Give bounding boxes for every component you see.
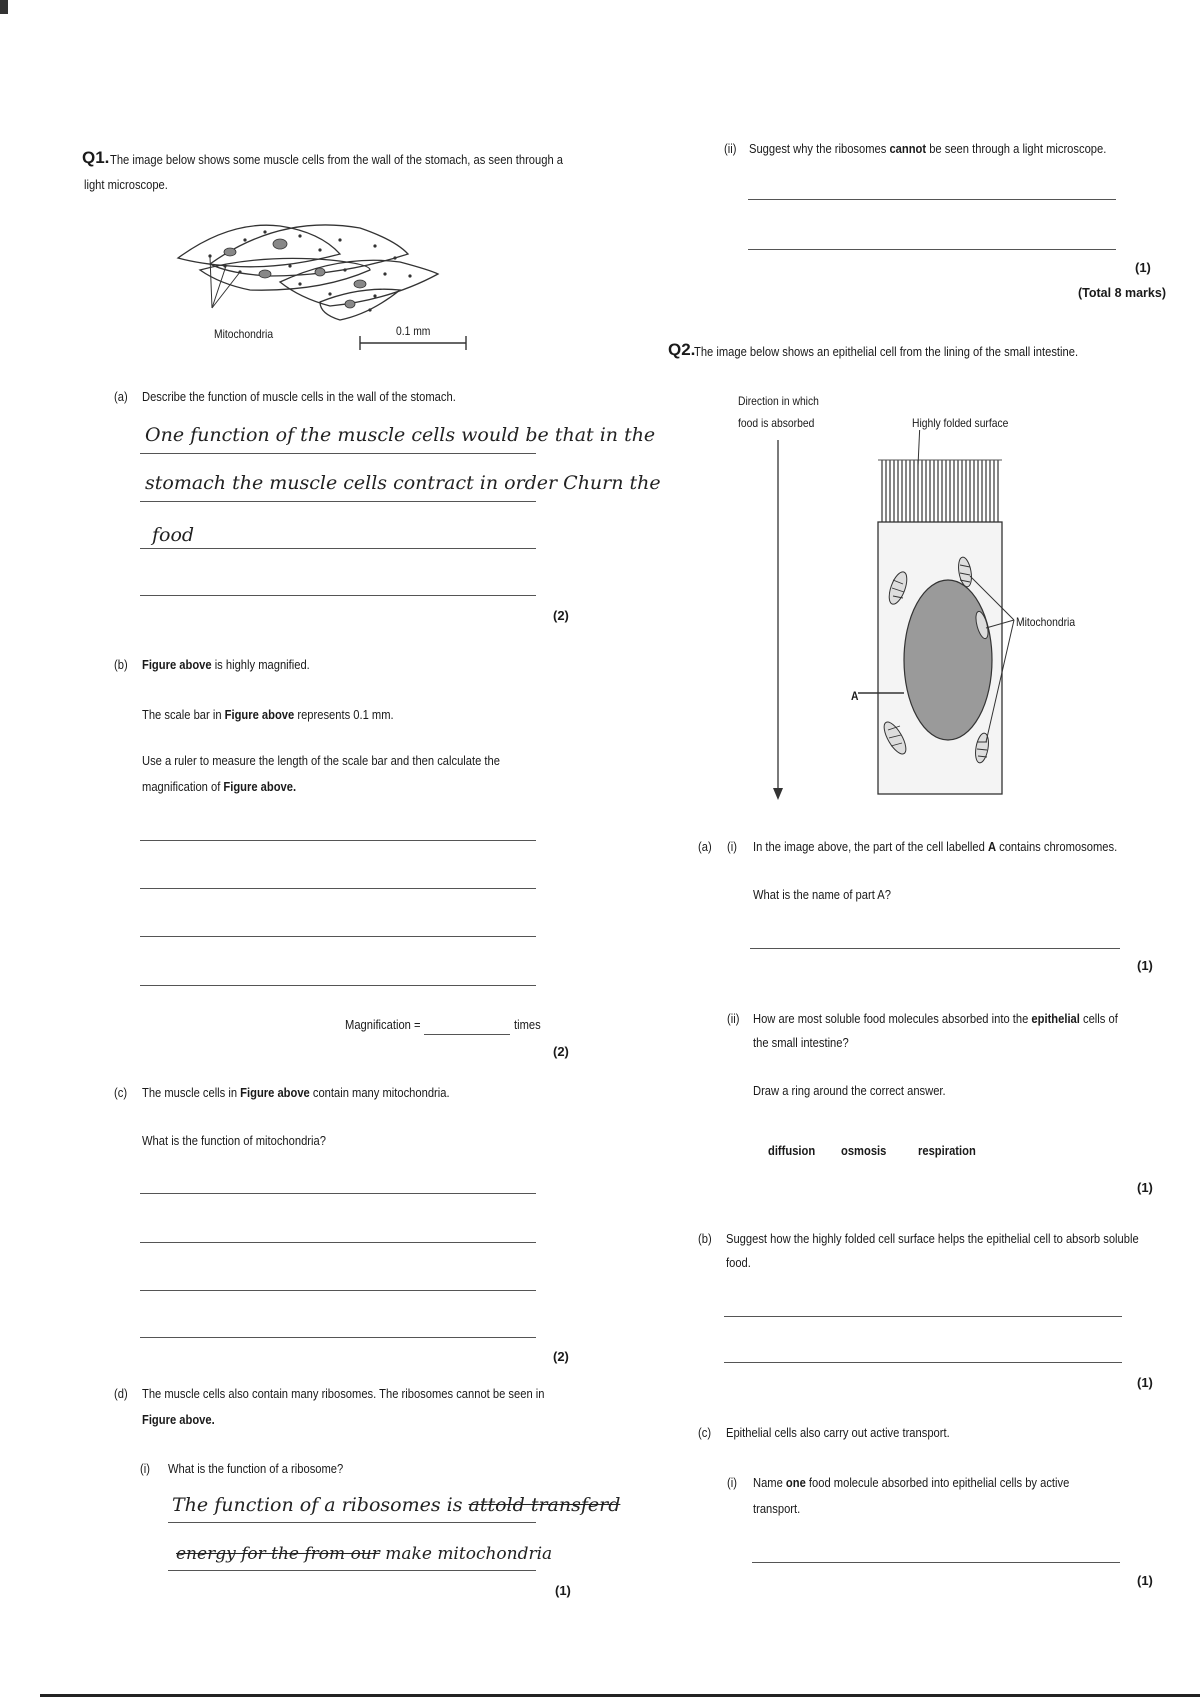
q1di-answer-line-2[interactable]: [168, 1570, 536, 1571]
q2aii-marks: (1): [1137, 1180, 1153, 1195]
q1d-label: (d): [114, 1386, 128, 1401]
q1b-answer-line-3[interactable]: [140, 936, 536, 937]
q2c-line1: Epithelial cells also carry out active transport.: [726, 1425, 950, 1440]
q2-number: Q2.: [668, 340, 696, 359]
q1a-handwritten-answer-line2: stomach the muscle cells contract in order Churn the: [145, 472, 661, 494]
folded-surface-pointer: [918, 430, 920, 466]
q1di-handwritten-answer-line1: The function of a ribosomes is attold transferd: [172, 1494, 621, 1516]
q2b-line1: Suggest how the highly folded cell surface helps the epithelial cell to absorb soluble: [726, 1231, 1139, 1246]
mitochondria-label-fig1: Mitochondria: [214, 327, 274, 341]
q2b-marks: (1): [1137, 1375, 1153, 1390]
muscle-cell-outline-5: [320, 289, 400, 320]
q1dii-marks: (1): [1135, 260, 1151, 275]
q2b-answer-line-1[interactable]: [724, 1316, 1122, 1317]
q1a-marks: (2): [553, 608, 569, 623]
q1c-line1: The muscle cells in Figure above contain many mitochondria.: [142, 1085, 450, 1100]
option-diffusion[interactable]: diffusion: [768, 1143, 816, 1158]
magnification-input-line[interactable]: [424, 1034, 510, 1035]
q1a-answer-line-4[interactable]: [140, 595, 536, 596]
muscle-cell-outline-2: [210, 225, 408, 276]
q2b-label: (b): [698, 1231, 712, 1246]
nucleus-6: [345, 300, 355, 308]
q2b-line2: food.: [726, 1255, 751, 1270]
magnification-label: Magnification =: [345, 1017, 421, 1032]
q1-intro-line2: light microscope.: [84, 177, 168, 192]
q2aii-instruction: Draw a ring around the correct answer.: [753, 1083, 946, 1098]
q1a-label: (a): [114, 389, 128, 404]
q1c-answer-line-4[interactable]: [140, 1337, 536, 1338]
direction-arrow-head: [773, 788, 783, 800]
microvilli: [882, 460, 998, 522]
q1di-handwritten-answer-line2: energy for the from our make mitochondria: [176, 1544, 553, 1564]
folded-surface-label: Highly folded surface: [912, 416, 1009, 430]
q1a-answer-line-3[interactable]: [140, 548, 536, 549]
mitochondria-label-fig2: Mitochondria: [1016, 615, 1076, 629]
page-bottom-rule: [40, 1694, 1200, 1697]
q1c-marks: (2): [553, 1349, 569, 1364]
q1d-line2: Figure above.: [142, 1412, 215, 1427]
q2ai-question: What is the name of part A?: [753, 887, 891, 902]
scale-bar: [358, 334, 470, 352]
mitochondria-pointer-2: [212, 266, 226, 308]
nucleus-2: [224, 248, 236, 256]
q2ai-line1: In the image above, the part of the cell labelled A contains chromosomes.: [753, 839, 1118, 854]
q1b-answer-line-1[interactable]: [140, 840, 536, 841]
q2-intro: The image below shows an epithelial cell from the lining of the small intestine.: [694, 344, 1079, 359]
nucleus-3: [259, 270, 271, 278]
q1a-handwritten-answer-line1: One function of the muscle cells would be that in the: [145, 424, 656, 446]
q2ci-line1: Name one food molecule absorbed into epithelial cells by active: [753, 1475, 1070, 1490]
q1c-label: (c): [114, 1085, 128, 1100]
q1b-line1: Figure above is highly magnified.: [142, 657, 310, 672]
label-a: A: [851, 689, 859, 703]
nucleus-5: [354, 280, 366, 288]
q2c-label: (c): [698, 1425, 712, 1440]
q1b-label: (b): [114, 657, 128, 672]
q2ai-label: (i): [727, 839, 737, 854]
q1b-answer-line-4[interactable]: [140, 985, 536, 986]
q1c-answer-line-3[interactable]: [140, 1290, 536, 1291]
q1b-answer-line-2[interactable]: [140, 888, 536, 889]
q1di-marks: (1): [555, 1583, 571, 1598]
q1dii-answer-line-2[interactable]: [748, 249, 1116, 250]
q1di-label: (i): [140, 1461, 150, 1476]
q1a-question: Describe the function of muscle cells in the wall of the stomach.: [142, 389, 456, 404]
q1di-answer-line-1[interactable]: [168, 1522, 536, 1523]
nucleus-1: [273, 239, 287, 249]
muscle-cell-outline-1: [178, 225, 340, 267]
q2b-answer-line-2[interactable]: [724, 1362, 1122, 1363]
q1b-line3: Use a ruler to measure the length of the scale bar and then calculate the: [142, 753, 500, 768]
q1c-answer-line-1[interactable]: [140, 1193, 536, 1194]
q1c-answer-line-2[interactable]: [140, 1242, 536, 1243]
magnification-times: times: [514, 1017, 541, 1032]
q1dii-question: Suggest why the ribosomes cannot be seen through a light microscope.: [749, 141, 1107, 156]
q1d-line1: The muscle cells also contain many ribosomes. The ribosomes cannot be seen in: [142, 1386, 545, 1401]
q2ai-marks: (1): [1137, 958, 1153, 973]
q2a-label: (a): [698, 839, 712, 854]
q1-number: Q1.: [82, 148, 110, 167]
q2aii-label: (ii): [727, 1011, 740, 1026]
q1a-handwritten-answer-line3: food: [152, 524, 195, 546]
q1dii-label: (ii): [724, 141, 737, 156]
q1dii-answer-line-1[interactable]: [748, 199, 1116, 200]
q2ci-answer-line[interactable]: [752, 1562, 1120, 1563]
q1-total-marks: (Total 8 marks): [1078, 286, 1166, 300]
q1c-question: What is the function of mitochondria?: [142, 1133, 326, 1148]
q2ci-label: (i): [727, 1475, 737, 1490]
option-osmosis[interactable]: osmosis: [841, 1143, 887, 1158]
option-respiration[interactable]: respiration: [918, 1143, 976, 1158]
q1a-answer-line-2[interactable]: [140, 501, 536, 502]
mitochondria-pointer-3: [212, 272, 240, 308]
nucleus-4: [315, 268, 325, 276]
q2aii-line1: How are most soluble food molecules absorbed into the epithelial cells of: [753, 1011, 1118, 1026]
q2aii-line2: the small intestine?: [753, 1035, 849, 1050]
direction-label-line2: food is absorbed: [738, 416, 815, 430]
q1b-marks: (2): [553, 1044, 569, 1059]
q1di-question: What is the function of a ribosome?: [168, 1461, 344, 1476]
scan-corner-mark: [0, 0, 8, 14]
nucleus-a: [904, 580, 992, 740]
epithelial-cell-figure: [760, 430, 1090, 810]
direction-label-line1: Direction in which: [738, 394, 819, 408]
q2ai-answer-line[interactable]: [750, 948, 1120, 949]
q2ci-line2: transport.: [753, 1501, 801, 1516]
scale-bar-label: 0.1 mm: [396, 324, 431, 338]
q1b-line4: magnification of Figure above.: [142, 779, 297, 794]
q1-intro-line1: The image below shows some muscle cells from the wall of the stomach, as seen through a: [110, 152, 564, 167]
q1b-line2: The scale bar in Figure above represents 0.1 mm.: [142, 707, 394, 722]
q2ci-marks: (1): [1137, 1573, 1153, 1588]
q1a-answer-line-1[interactable]: [140, 453, 536, 454]
